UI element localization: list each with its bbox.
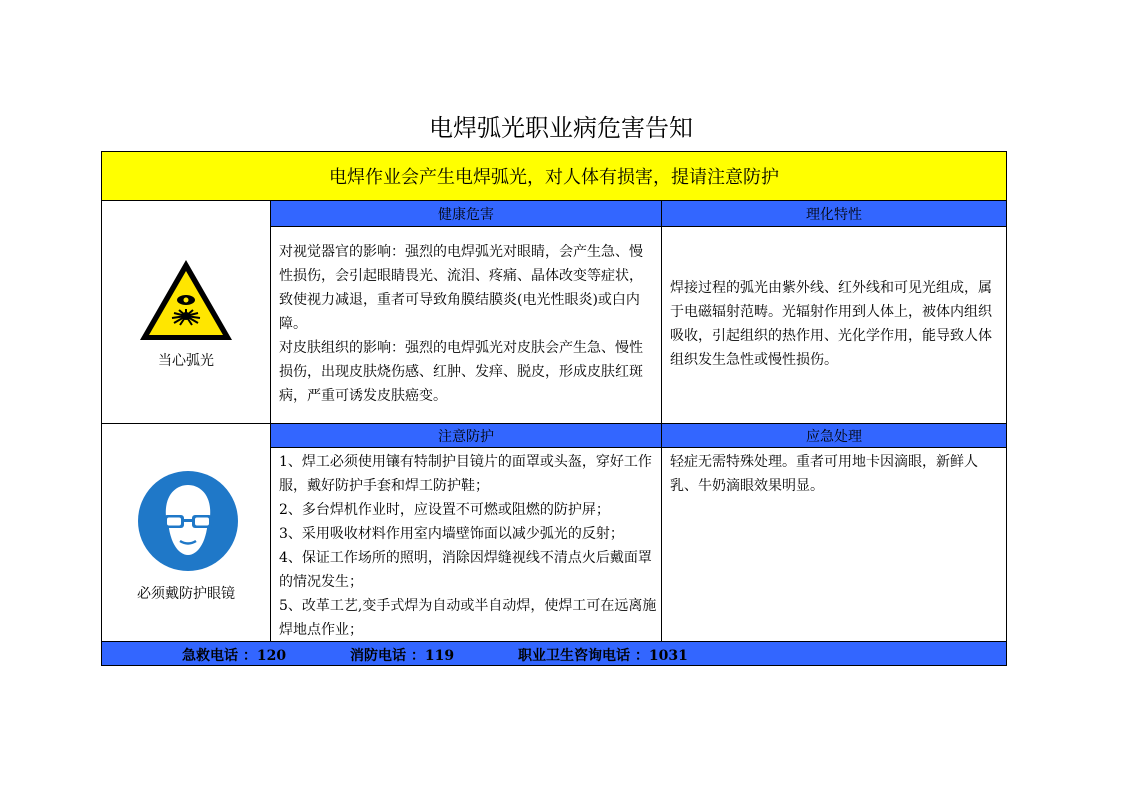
mandatory-eye-protection-icon: [138, 471, 238, 571]
precaution-item: 1、焊工必须使用镶有特制护目镜片的面罩或头盔，穿好工作服，戴好防护手套和焊工防护鞋；: [279, 454, 652, 494]
warning-arc-light-icon: [138, 258, 234, 342]
occupational-health-phone: 职业卫生咨询电话 ：1031: [518, 648, 688, 664]
precaution-item: 3、采用吸收材料作用室内墙壁饰面以减少弧光的反射；: [279, 526, 624, 542]
properties-text: 焊接过程的弧光由紫外线、红外线和可见光组成，属于电磁辐射范畴。光辐射作用到人体上，被体内组织吸收，引起组织的热作用、光化学作用，能导致人体组织发生急性或慢性损伤。: [670, 280, 992, 368]
health-hazard-skin: 对皮肤组织的影响：强烈的电焊弧光对皮肤会产生急、慢性损伤，出现皮肤烧伤感、红肿、发痒、脱皮，形成皮肤红斑病，严重可诱发皮肤癌变。: [279, 340, 643, 404]
page-title: 电焊弧光职业病危害告知: [429, 114, 693, 142]
phone-footer: [102, 641, 1006, 665]
first-aid-phone: 急救电话 ：120: [182, 648, 287, 664]
precaution-item: 2、多台焊机作业时，应设置不可燃或阻燃的防护屏；: [279, 502, 610, 518]
fire-phone: 消防电话 ：119: [350, 648, 455, 664]
health-hazard-vision: 对视觉器官的影响：强烈的电焊弧光对眼睛，会产生急、慢性损伤，会引起眼睛畏光、流泪、疼痛、晶体改变等症状，致使视力减退，重者可导致角膜结膜炎(电光性眼炎)或白内障。: [279, 244, 643, 332]
row2-sign-label: 必须戴防护眼镜: [137, 586, 235, 602]
divider-middle: [661, 201, 662, 641]
precautions-text: [279, 450, 657, 642]
precautions-header: 注意防护: [271, 424, 661, 448]
health-hazard-text: [279, 240, 655, 408]
row1-sign-label: 当心弧光: [158, 353, 214, 369]
health-hazard-header: 健康危害: [271, 201, 661, 227]
properties-header: 理化特性: [662, 201, 1006, 227]
hazard-notice-table: [101, 151, 1007, 666]
precaution-item: 5、改革工艺,变手式焊为自动或半自动焊，使焊工可在远离施焊地点作业；: [279, 598, 657, 638]
emergency-header: 应急处理: [662, 424, 1006, 448]
row2-sign-cell: [102, 424, 270, 641]
emergency-text: 轻症无需特殊处理。重者可用地卡因滴眼，新鲜人乳、牛奶滴眼效果明显。: [670, 454, 978, 494]
precaution-item: 4、保证工作场所的照明，消除因焊缝视线不清点火后戴面罩的情况发生；: [279, 550, 652, 590]
divider-left: [270, 201, 271, 641]
warning-banner: 电焊作业会产生电焊弧光，对人体有损害，提请注意防护: [102, 152, 1006, 201]
row1-sign-cell: [102, 201, 270, 423]
